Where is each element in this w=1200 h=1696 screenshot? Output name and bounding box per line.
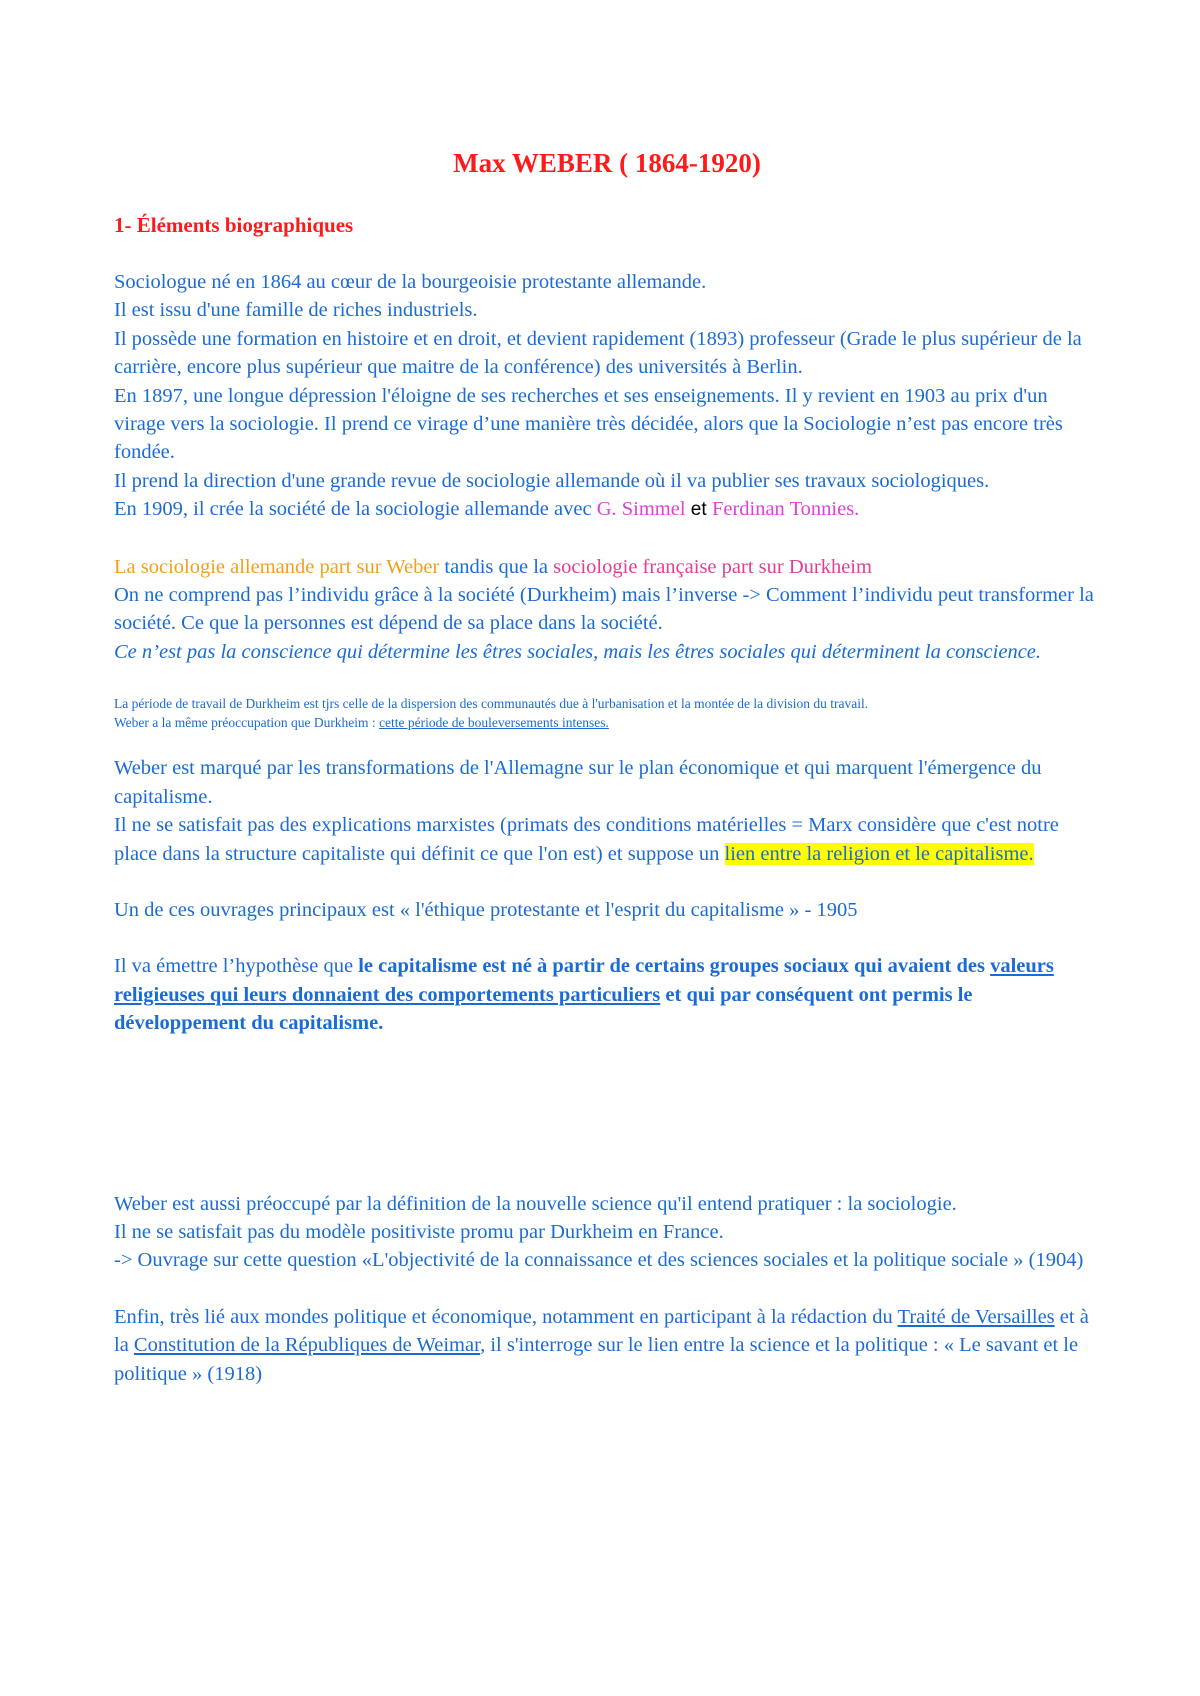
weber-note: [114, 713, 1100, 732]
hypothese-bold-1: le capitalisme est né à partir de certains groupes sociaux qui avaient des: [358, 955, 991, 978]
marx-text: Il ne se satisfait pas des explications marxistes (primats des conditions matérielles = Marx considère que c'est notre place dans la structure capitaliste qui définit ce que l'on est) et suppose un: [114, 814, 1059, 865]
bio-line-revue: Il prend la direction d'une grande revue de sociologie allemande où il va publier ses travaux sociologiques.: [114, 469, 990, 492]
individu-paragraph: On ne comprend pas l’individu grâce à la société (Durkheim) mais l’inverse -> Comment l’individu peut transformer la société. Ce que la personnes est dépend de sa place dans la société.: [114, 584, 1094, 635]
enfin-paragraph: [114, 1303, 1100, 1388]
hypothese-bold-2: et qui par conséquent ont permis le développement du capitalisme.: [114, 983, 973, 1035]
bouleversements-link[interactable]: cette période de bouleversements intenses.: [379, 715, 609, 731]
bio-line-depression: En 1897, une longue dépression l'éloigne de ses recherches et ses enseignements. Il y revient en 1903 au prix d'un virage vers la sociologie. Il prend ce virage d’une manière très décidée, alors que la Sociologie n’est pas encore très fondée.: [114, 384, 1063, 464]
conscience-quote: Ce n’est pas la conscience qui détermine les êtres sociales, mais les êtres sociales qui déterminent la conscience.: [114, 640, 1042, 663]
compare-mid: tandis que la: [439, 555, 554, 578]
bio-line-society: [114, 495, 1100, 524]
bio-line-family: Il est issu d'une famille de riches industriels.: [114, 299, 478, 322]
bio-line-birth: Sociologue né en 1864 au cœur de la bourgeoisie protestante allemande.: [114, 271, 707, 293]
french-sociology: sociologie française part sur Durkheim: [553, 555, 872, 578]
enfin-part-1: Enfin, très lié aux mondes politique et économique, notamment en participant à la rédaction du: [114, 1305, 898, 1328]
religion-highlight: lien entre la religion et le capitalisme.: [724, 842, 1034, 865]
positiviste-paragraph: Il ne se satisfait pas du modèle positiviste promu par Durkheim en France.: [114, 1220, 724, 1243]
hypothese-prefix: Il va émettre l’hypothèse que: [114, 955, 359, 978]
weber-note-prefix: Weber a la même préoccupation que Durkheim :: [114, 715, 380, 731]
science-paragraph: Weber est aussi préoccupé par la définition de la nouvelle science qu'il entend pratiquer : la sociologie.: [114, 1192, 957, 1215]
hypothese-underlined: valeurs religieuses qui leurs donnaient des comportements particuliers: [114, 955, 1054, 1006]
enfin-part-3: , il s'interroge sur le lien entre la science et la politique : « Le savant et le politique » (1918): [114, 1334, 1079, 1385]
name-simmel: G. Simmel: [596, 498, 686, 521]
society-and: et: [685, 499, 712, 521]
compare-line: [114, 553, 1100, 581]
german-sociology: sociologie allemande part sur Weber: [140, 555, 440, 578]
transform-paragraph: Weber est marqué par les transformations de l'Allemagne sur le plan économique et qui marquent l'émergence du capitalisme.: [114, 757, 1042, 808]
hypothese-paragraph: [114, 952, 1100, 1037]
versailles-link[interactable]: Traité de Versailles: [897, 1305, 1055, 1328]
name-tonnies: Ferdinan Tonnies.: [711, 498, 860, 521]
document-title: Max WEBER ( 1864-1920): [453, 148, 761, 178]
ouvrage-paragraph: Un de ces ouvrages principaux est « l'éthique protestante et l'esprit du capitalisme » - 1905: [114, 898, 858, 921]
marx-paragraph: [114, 811, 1100, 868]
society-prefix: En 1909, il crée la société de la sociologie allemande avec: [114, 498, 597, 521]
durkheim-note: La période de travail de Durkheim est tjrs celle de la dispersion des communautés due à l'urbanisation et la montée de la division du travail.: [114, 696, 869, 712]
enfin-part-2: et à la: [114, 1305, 1089, 1357]
objectivite-paragraph: -> Ouvrage sur cette question «L'objectivité de la connaissance et des sciences sociales et la politique sociale » (1904): [114, 1249, 1084, 1272]
compare-la: La: [114, 555, 141, 578]
bio-line-education: Il possède une formation en histoire et en droit, et devient rapidement (1893) professeur (Grade le plus supérieur de la carrière, encore plus supérieur que maitre de la conférence) des universités à Berlin.: [114, 327, 1082, 379]
section-heading-biography: 1- Éléments biographiques: [114, 213, 354, 237]
weimar-link[interactable]: Constitution de la Républiques de Weimar: [133, 1334, 481, 1357]
